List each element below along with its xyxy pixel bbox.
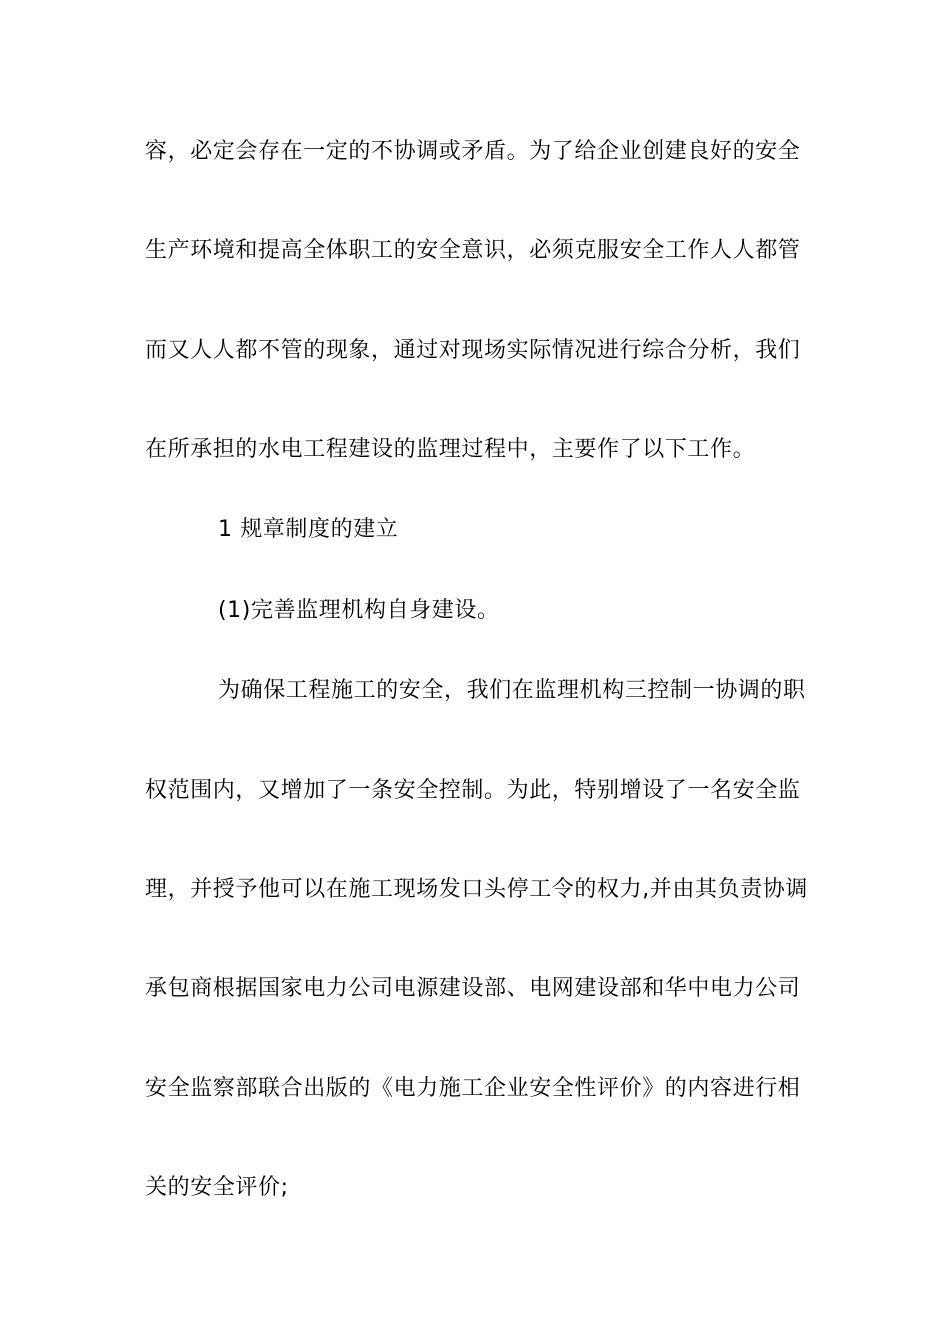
- section-heading: 1 规章制度的建立: [218, 517, 399, 542]
- paragraph-line: 在所承担的水电工程建设的监理过程中，主要作了以下工作。: [145, 437, 756, 462]
- paragraph-line: 容，必定会存在一定的不协调或矛盾。为了给企业创建良好的安全: [145, 139, 801, 164]
- paragraph-line: 权范围内，又增加了一条安全控制。为此，特别增设了一名安全监: [145, 778, 801, 803]
- paragraph-line: 理，并授予他可以在施工现场发口头停工令的权力,并由其负责协调: [145, 877, 808, 902]
- subsection-heading: (1)完善监理机构自身建设。: [218, 598, 500, 623]
- paragraph-line: 生产环境和提高全体职工的安全意识，必须克服安全工作人人都管: [145, 238, 801, 263]
- paragraph-line: 关的安全评价;: [145, 1175, 289, 1200]
- paragraph-line: 安全监察部联合出版的《电力施工企业安全性评价》的内容进行相: [145, 1076, 801, 1101]
- paragraph-line: 承包商根据国家电力公司电源建设部、电网建设部和华中电力公司: [145, 976, 801, 1001]
- paragraph-line: 为确保工程施工的安全，我们在监理机构三控制一协调的职: [218, 678, 806, 703]
- paragraph-line: 而又人人都不管的现象，通过对现场实际情况进行综合分析，我们: [145, 338, 801, 363]
